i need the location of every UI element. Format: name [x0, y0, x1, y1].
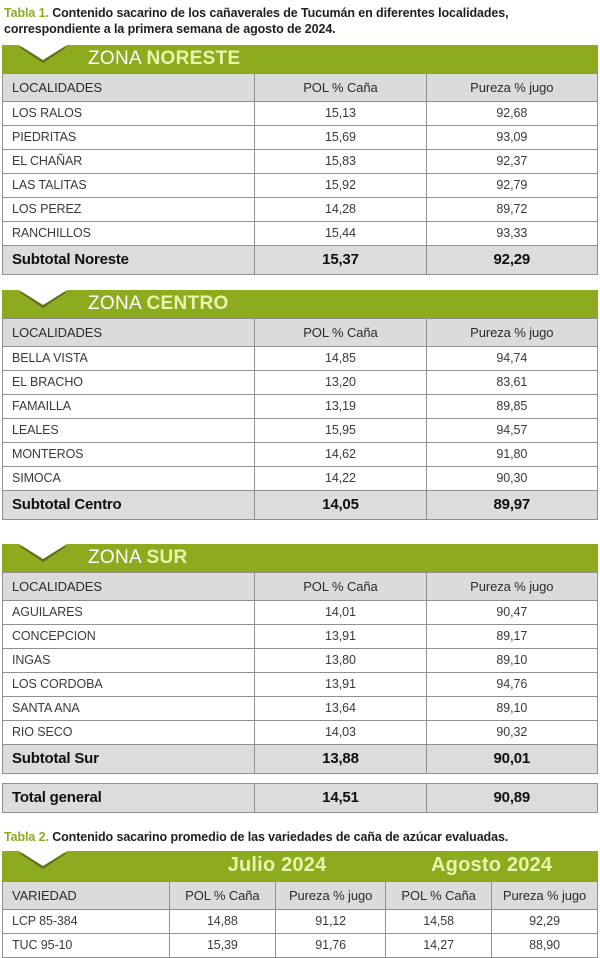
zone-sur-table	[2, 572, 598, 774]
row-label-cell: BELLA VISTA	[3, 346, 255, 370]
zone-prefix: ZONA	[88, 292, 141, 314]
value-cell: 89,10	[426, 648, 597, 672]
value-cell: 94,76	[426, 672, 597, 696]
col-pureza: Pureza % jugo	[426, 73, 597, 101]
zone-name: NORESTE	[146, 47, 241, 69]
varieties-table	[2, 881, 598, 958]
value-cell: 14,22	[255, 466, 426, 490]
zone-sur-ribbon	[2, 544, 598, 572]
row-label-cell: MONTEROS	[3, 442, 255, 466]
subtotal-pureza: 90,01	[426, 744, 597, 773]
subtotal-pol: 13,88	[255, 744, 426, 773]
value-cell: 13,80	[255, 648, 426, 672]
period-julio: Julio 2024	[227, 854, 327, 877]
table-row	[3, 672, 598, 696]
zone-prefix: ZONA	[88, 546, 141, 568]
value-cell: 89,72	[426, 197, 597, 221]
col-pol: POL % Caña	[255, 73, 426, 101]
period-agosto: Agosto 2024	[431, 854, 553, 877]
zone-sur-section	[2, 544, 598, 774]
subtotal-pureza: 89,97	[426, 490, 597, 519]
value-cell: 93,33	[426, 221, 597, 245]
value-cell: 92,79	[426, 173, 597, 197]
value-cell: 15,92	[255, 173, 426, 197]
col-pureza: Pureza % jugo	[426, 572, 597, 600]
value-cell: 14,58	[386, 909, 492, 933]
value-cell: 89,17	[426, 624, 597, 648]
zone-prefix: ZONA	[88, 47, 141, 69]
value-cell: 92,68	[426, 101, 597, 125]
column-header-row	[3, 572, 598, 600]
subtotal-pol: 15,37	[255, 245, 426, 274]
value-cell: 91,12	[276, 909, 386, 933]
row-label-cell: LAS TALITAS	[3, 173, 255, 197]
table2-period-ribbon	[2, 851, 598, 881]
value-cell: 13,91	[255, 624, 426, 648]
row-label-cell: CONCEPCION	[3, 624, 255, 648]
col-localidades: LOCALIDADES	[3, 572, 255, 600]
table-row	[3, 197, 598, 221]
value-cell: 93,09	[426, 125, 597, 149]
total-general-row	[3, 783, 598, 812]
row-label-cell: RANCHILLOS	[3, 221, 255, 245]
row-label-cell: LOS RALOS	[3, 101, 255, 125]
value-cell: 14,85	[255, 346, 426, 370]
subtotal-pol: 14,05	[255, 490, 426, 519]
value-cell: 15,83	[255, 149, 426, 173]
zone-centro-table	[2, 318, 598, 520]
col-pol-julio: POL % Caña	[169, 881, 276, 909]
row-label-cell: INGAS	[3, 648, 255, 672]
total-label: Total general	[3, 783, 255, 812]
table-row	[3, 149, 598, 173]
value-cell: 90,47	[426, 600, 597, 624]
table2-label: Tabla 2.	[4, 829, 49, 844]
table-row	[3, 394, 598, 418]
table-row	[3, 221, 598, 245]
value-cell: 14,03	[255, 720, 426, 744]
column-header-row	[3, 73, 598, 101]
col-variedad: VARIEDAD	[3, 881, 170, 909]
col-pureza: Pureza % jugo	[426, 318, 597, 346]
value-cell: 90,32	[426, 720, 597, 744]
zone-noreste-title	[88, 48, 240, 70]
row-label-cell: LOS PEREZ	[3, 197, 255, 221]
table-row	[3, 909, 598, 933]
value-cell: 88,90	[492, 933, 598, 957]
value-cell: 90,30	[426, 466, 597, 490]
table-row	[3, 370, 598, 394]
value-cell: 14,28	[255, 197, 426, 221]
table-row	[3, 442, 598, 466]
table2-caption-text: Contenido sacarino promedio de las variedades de caña de azúcar evaluadas.	[52, 829, 509, 844]
value-cell: 94,74	[426, 346, 597, 370]
ribbon-notch-icon	[19, 851, 67, 866]
row-label-cell: EL BRACHO	[3, 370, 255, 394]
value-cell: 15,39	[169, 933, 276, 957]
table1-label: Tabla 1.	[4, 6, 49, 20]
value-cell: 91,76	[276, 933, 386, 957]
col-pol: POL % Caña	[255, 318, 426, 346]
table-row	[3, 466, 598, 490]
value-cell: 15,44	[255, 221, 426, 245]
row-label-cell: LEALES	[3, 418, 255, 442]
value-cell: 92,29	[492, 909, 598, 933]
total-pureza: 90,89	[426, 783, 597, 812]
subtotal-row	[3, 744, 598, 773]
table-row	[3, 125, 598, 149]
value-cell: 91,80	[426, 442, 597, 466]
column-header-row	[3, 881, 598, 909]
table-row	[3, 600, 598, 624]
subtotal-label: Subtotal Noreste	[3, 245, 255, 274]
table2-caption	[4, 829, 596, 845]
total-general-table	[2, 783, 598, 813]
value-cell: 14,01	[255, 600, 426, 624]
subtotal-row	[3, 490, 598, 519]
row-label-cell: FAMAILLA	[3, 394, 255, 418]
value-cell: 14,27	[386, 933, 492, 957]
table-row	[3, 418, 598, 442]
table-row	[3, 933, 598, 957]
table1-caption	[4, 5, 596, 38]
zone-noreste-ribbon	[2, 45, 598, 73]
zone-sur-title	[88, 547, 188, 569]
column-header-row	[3, 318, 598, 346]
value-cell: 94,57	[426, 418, 597, 442]
row-label-cell: LCP 85-384	[3, 909, 170, 933]
subtotal-pureza: 92,29	[426, 245, 597, 274]
row-label-cell: RIO SECO	[3, 720, 255, 744]
value-cell: 13,20	[255, 370, 426, 394]
row-label-cell: EL CHAÑAR	[3, 149, 255, 173]
table-row	[3, 696, 598, 720]
col-localidades: LOCALIDADES	[3, 318, 255, 346]
row-label-cell: SIMOCA	[3, 466, 255, 490]
row-label-cell: PIEDRITAS	[3, 125, 255, 149]
subtotal-label: Subtotal Centro	[3, 490, 255, 519]
value-cell: 89,10	[426, 696, 597, 720]
table-row	[3, 173, 598, 197]
value-cell: 89,85	[426, 394, 597, 418]
col-pol-agosto: POL % Caña	[386, 881, 492, 909]
value-cell: 14,62	[255, 442, 426, 466]
table-row	[3, 346, 598, 370]
table-row	[3, 624, 598, 648]
zone-name: SUR	[146, 546, 188, 568]
subtotal-label: Subtotal Sur	[3, 744, 255, 773]
row-label-cell: TUC 95-10	[3, 933, 170, 957]
table-row	[3, 101, 598, 125]
value-cell: 14,88	[169, 909, 276, 933]
zone-noreste-table	[2, 73, 598, 275]
value-cell: 15,13	[255, 101, 426, 125]
ribbon-notch-icon	[19, 45, 67, 60]
value-cell: 15,95	[255, 418, 426, 442]
value-cell: 83,61	[426, 370, 597, 394]
zone-centro-title	[88, 293, 229, 315]
value-cell: 15,69	[255, 125, 426, 149]
ribbon-notch-icon	[19, 290, 67, 305]
col-pol: POL % Caña	[255, 572, 426, 600]
table-row	[3, 648, 598, 672]
value-cell: 13,19	[255, 394, 426, 418]
zone-noreste-section	[2, 45, 598, 275]
col-pureza-julio: Pureza % jugo	[276, 881, 386, 909]
row-label-cell: LOS CORDOBA	[3, 672, 255, 696]
row-label-cell: AGUILARES	[3, 600, 255, 624]
zone-name: CENTRO	[146, 292, 229, 314]
table1-caption-text: Contenido sacarino de los cañaverales de Tucumán en diferentes localidades, correspondiente a la primera semana de agosto de 2024.	[4, 6, 509, 37]
col-pureza-agosto: Pureza % jugo	[492, 881, 598, 909]
zone-centro-ribbon	[2, 290, 598, 318]
subtotal-row	[3, 245, 598, 274]
ribbon-notch-icon	[19, 544, 67, 559]
table-row	[3, 720, 598, 744]
row-label-cell: SANTA ANA	[3, 696, 255, 720]
col-localidades: LOCALIDADES	[3, 73, 255, 101]
value-cell: 13,64	[255, 696, 426, 720]
total-pol: 14,51	[255, 783, 426, 812]
zone-centro-section	[2, 290, 598, 520]
value-cell: 92,37	[426, 149, 597, 173]
value-cell: 13,91	[255, 672, 426, 696]
